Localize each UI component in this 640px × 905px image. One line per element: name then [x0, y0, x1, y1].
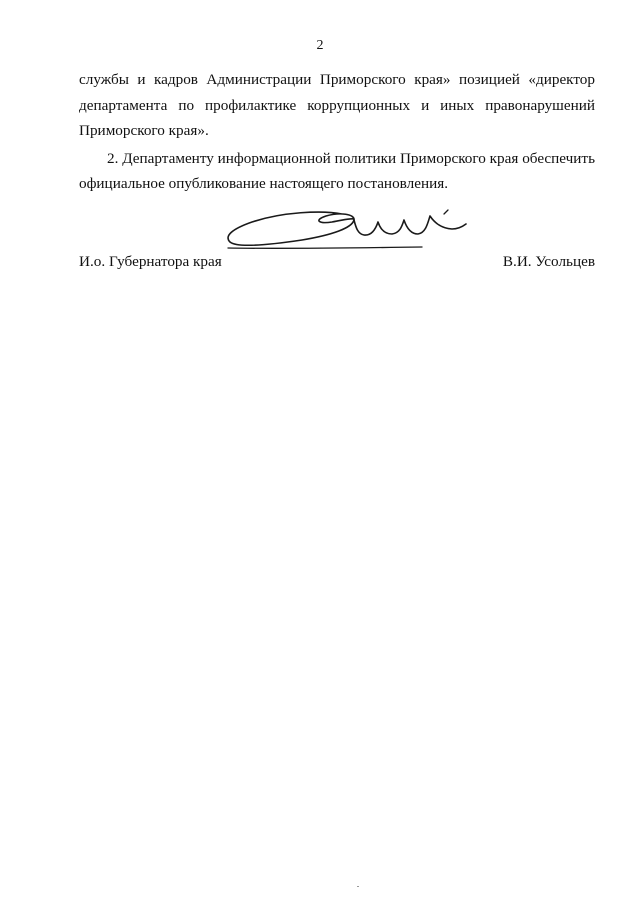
paragraph-2	[79, 146, 595, 197]
paragraph-2-line-2: официальное опубликование настоящего постановления.	[79, 175, 448, 192]
paragraph-1-line-1: службы и кадров Администрации Приморского края» позицией «директор	[79, 71, 595, 88]
paragraph-1-line-3: Приморского края».	[79, 122, 209, 139]
paragraph-1	[79, 67, 595, 144]
paragraph-1-line-2: департамента по профилактике коррупционных и иных правонарушений	[79, 96, 595, 114]
signer-title: И.о. Губернатора края	[79, 253, 222, 270]
paragraph-2-line-1: 2. Департаменту информационной политики Приморского края обеспечить	[107, 149, 595, 167]
signature-block	[79, 253, 595, 277]
page-number: 2	[316, 38, 324, 53]
scan-mark	[357, 886, 359, 887]
handwritten-signature	[222, 202, 472, 258]
document-body	[79, 67, 595, 197]
signer-name: В.И. Усольцев	[502, 253, 595, 270]
